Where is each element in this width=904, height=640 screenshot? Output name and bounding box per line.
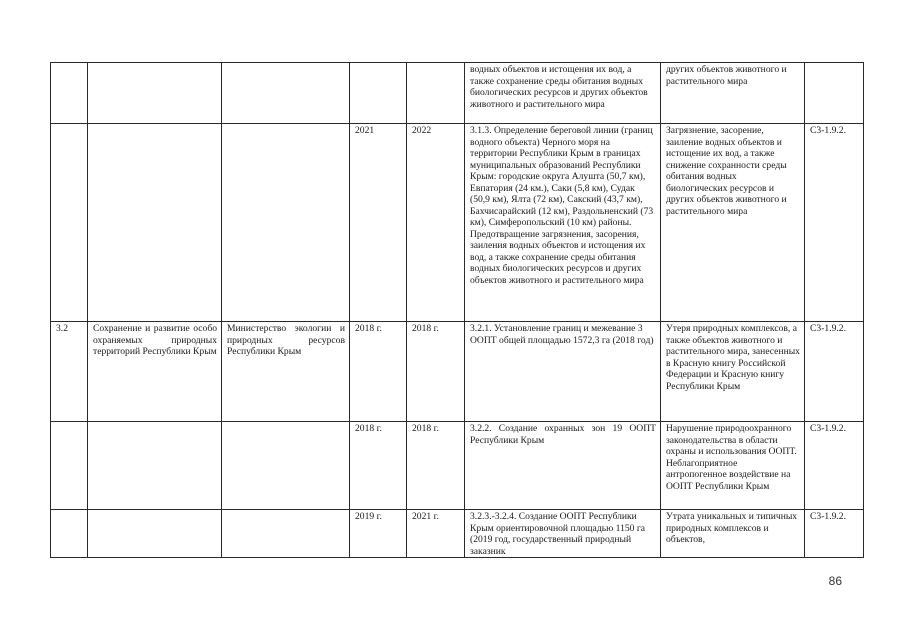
cell-measure: 3.2.1. Установление границ и межевание 3 ООПТ общей площадью 1572,3 га (2018 год) [465, 322, 661, 422]
cell-start-year: 2019 г. [350, 510, 407, 558]
cell-code: С3-1.9.2. [805, 422, 864, 510]
cell-name [88, 510, 222, 558]
cell-end-year [407, 63, 465, 124]
cell-name: Сохранение и развитие особо охраняемых природных территорий Республики Крым [88, 322, 222, 422]
cell-start-year: 2018 г. [350, 422, 407, 510]
cell-start-year: 2018 г. [350, 322, 407, 422]
cell-start-year: 2021 [350, 124, 407, 322]
cell-code: С3-1.9.2. [805, 322, 864, 422]
cell-risk: Нарушение природоохранного законодательства в области охраны и использования ООПТ. Неблагоприятное антропогенное воздействие на ООПТ Республики Крым [661, 422, 805, 510]
cell-executor [222, 510, 350, 558]
table-row [51, 322, 864, 422]
cell-end-year: 2018 г. [407, 422, 465, 510]
cell-number [51, 63, 88, 124]
cell-name [88, 422, 222, 510]
cell-risk: других объектов животного и растительного мира [661, 63, 805, 124]
cell-measure: 3.1.3. Определение береговой линии (границ водного объекта) Черного моря на территории Республики Крым в границах муниципальных образований Республики Крым: городские округа Алушта (50,7 км), Евпатория (24 км.), Саки (5,8 км), Судак (50,9 км), Ялта (72 км), Сакский (43,7 км), Бахчисарайский (12 км), Раздольненский (73 км), Симферопольский (10 км) районы. Предотвращение загрязнения, засорения, заиления водных объектов и истощения их вод, а также сохранение среды обитания водных биологических ресурсов и других объектов животного и растительного мира [465, 124, 661, 322]
cell-measure: водных объектов и истощения их вод, а также сохранение среды обитания водных биологических ресурсов и других объектов животного и растительного мира [465, 63, 661, 124]
cell-risk: Загрязнение, засорение, заиление водных объектов и истощение их вод, а также снижение сохранности среды обитания водных биологических ресурсов и других объектов животного и растительного мира [661, 124, 805, 322]
page-number: 86 [828, 574, 842, 588]
cell-risk: Утрата уникальных и типичных природных комплексов и объектов, [661, 510, 805, 558]
table-row [51, 510, 864, 558]
cell-measure: 3.2.3.-3.2.4. Создание ООПТ Республики Крым ориентировочной площадью 1150 га (2019 год, государственный природный заказник [465, 510, 661, 558]
table-row [51, 124, 864, 322]
cell-number [51, 124, 88, 322]
cell-executor [222, 63, 350, 124]
cell-executor [222, 124, 350, 322]
cell-name [88, 63, 222, 124]
cell-end-year: 2018 г. [407, 322, 465, 422]
cell-start-year [350, 63, 407, 124]
cell-name [88, 124, 222, 322]
table-row [51, 63, 864, 124]
cell-code [805, 63, 864, 124]
cell-measure: 3.2.2. Создание охранных зон 19 ООПТ Республики Крым [465, 422, 661, 510]
cell-number [51, 422, 88, 510]
cell-end-year: 2022 [407, 124, 465, 322]
cell-executor [222, 422, 350, 510]
table-row [51, 422, 864, 510]
cell-end-year: 2021 г. [407, 510, 465, 558]
cell-code: С3-1.9.2. [805, 124, 864, 322]
measures-table [50, 62, 864, 558]
cell-code: С3-1.9.2. [805, 510, 864, 558]
cell-number: 3.2 [51, 322, 88, 422]
cell-executor: Министерство экологии и природных ресурсов Республики Крым [222, 322, 350, 422]
cell-risk: Утеря природных комплексов, а также объектов животного и растительного мира, занесенных в Красную книгу Российской Федерации и Красную книгу Республики Крым [661, 322, 805, 422]
cell-number [51, 510, 88, 558]
